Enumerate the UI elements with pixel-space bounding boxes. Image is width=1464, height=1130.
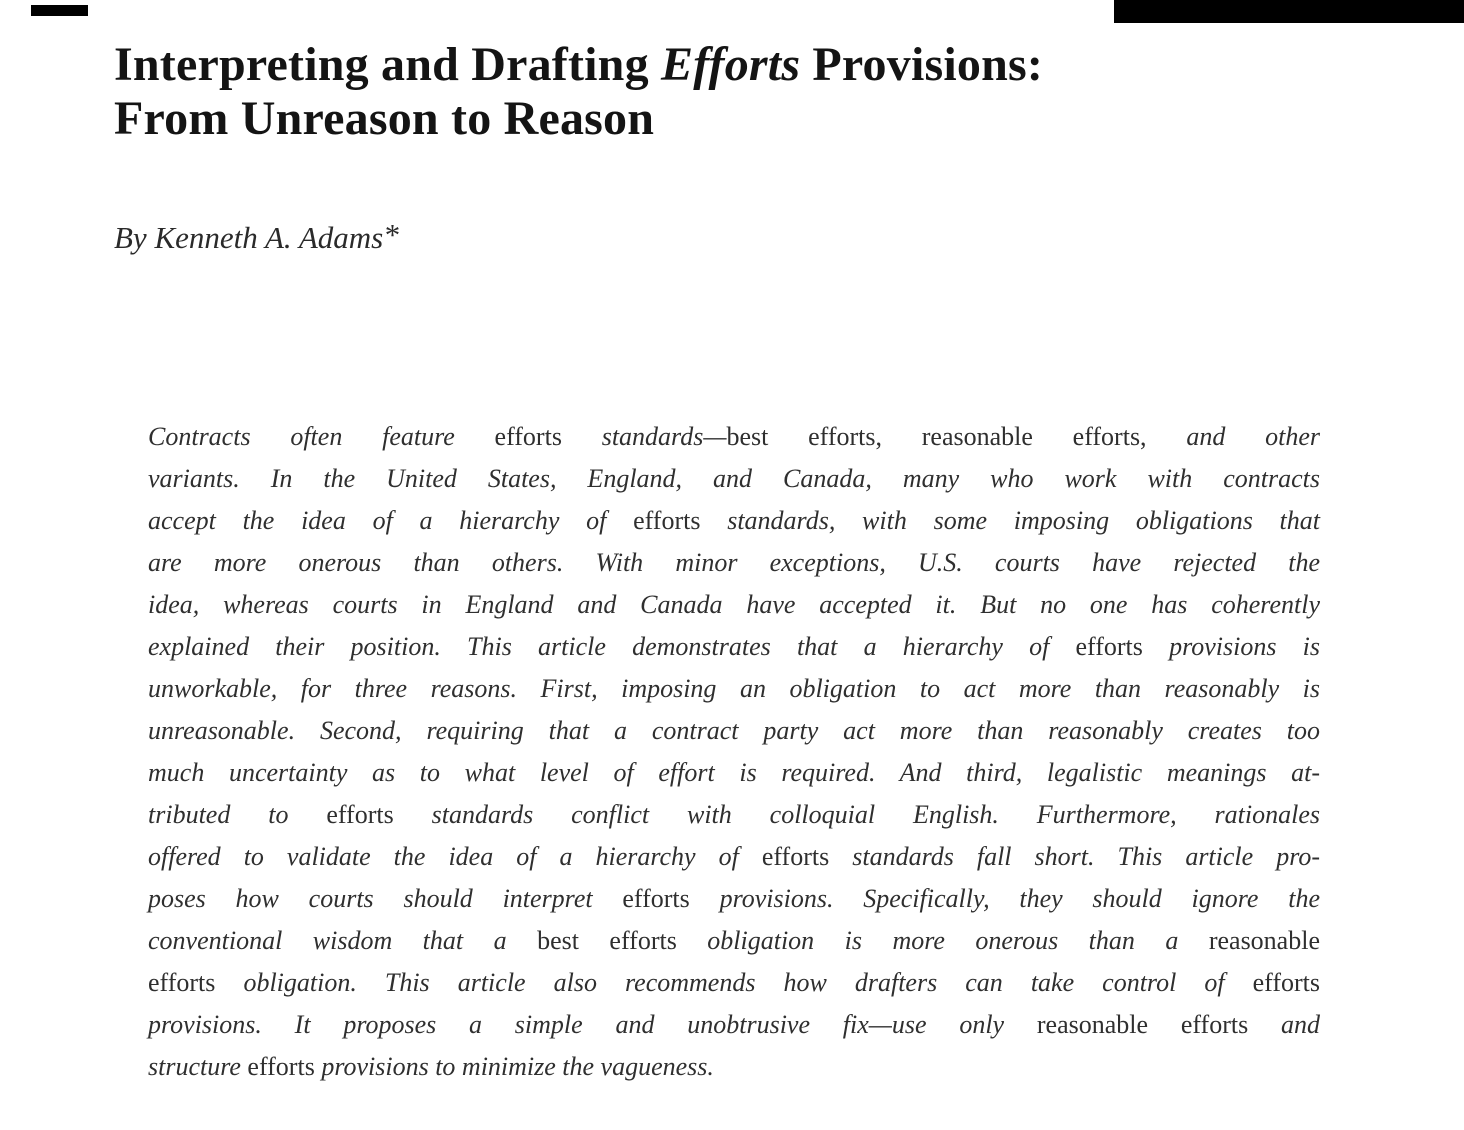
abstract-text-italic: much uncertainty as to what level of effort is required. And third, legalistic meanings at-: [148, 758, 1320, 787]
abstract-text-italic: provisions. It proposes a simple and unobtrusive fix—use only: [148, 1010, 1037, 1039]
abstract-text-italic: unreasonable. Second, requiring that a contract party act more than reasonably creates too: [148, 716, 1320, 745]
scan-artifact-top-right: [1114, 0, 1464, 23]
abstract-text-italic: are more onerous than others. With minor exceptions, U.S. courts have rejected the: [148, 548, 1320, 577]
author-byline: [114, 217, 399, 256]
abstract-text-italic: poses how courts should interpret: [148, 884, 623, 913]
abstract-term-roman: efforts: [1252, 968, 1321, 997]
abstract-line: [148, 836, 1320, 878]
abstract-text-italic: accept the idea of a hierarchy of: [148, 506, 634, 535]
abstract-line: [148, 584, 1320, 626]
abstract-term-roman: efforts: [1075, 632, 1170, 661]
abstract-text-italic: variants. In the United States, England, and Canada, many who work with contracts: [148, 464, 1320, 493]
abstract-line: [148, 626, 1320, 668]
abstract-line: [148, 1046, 1320, 1088]
abstract-term-roman: efforts: [494, 422, 602, 451]
abstract-text-italic: conventional wisdom that a: [148, 926, 538, 955]
abstract-term-roman: efforts: [622, 884, 720, 913]
abstract-line: [148, 542, 1320, 584]
abstract-text-italic: standards fall short. This article pro-: [852, 842, 1321, 871]
abstract-term-roman: efforts: [148, 968, 244, 997]
abstract-text-italic: and other: [1146, 422, 1320, 451]
title-line-2: From Unreason to Reason: [114, 92, 655, 145]
footnote-marker: *: [383, 217, 399, 252]
abstract-term-roman: efforts: [247, 1052, 322, 1081]
abstract-text-italic: standards—: [601, 422, 727, 451]
abstract-line: [148, 1004, 1320, 1046]
abstract-text-italic: idea, whereas courts in England and Canada have accepted it. But no one has coherently: [148, 590, 1320, 619]
scan-artifact-top-left: [31, 5, 88, 16]
abstract-line: [148, 710, 1320, 752]
abstract-term-roman: reasonable: [1208, 926, 1320, 955]
abstract-term-roman: efforts: [761, 842, 853, 871]
title-line-1-post: Provisions:: [800, 38, 1044, 91]
abstract-text-italic: provisions to minimize the vagueness.: [321, 1052, 714, 1081]
abstract-text-italic: unworkable, for three reasons. First, imposing an obligation to act more than reasonably is: [148, 674, 1320, 703]
abstract-term-roman: best efforts, reasonable efforts,: [726, 422, 1147, 451]
abstract-text-italic: structure: [148, 1052, 248, 1081]
abstract-text-italic: standards, with some imposing obligations that: [727, 506, 1321, 535]
abstract-line: [148, 794, 1320, 836]
author-name: By Kenneth A. Adams: [114, 220, 384, 255]
abstract-text-italic: provisions. Specifically, they should ignore the: [719, 884, 1321, 913]
abstract-term-roman: efforts: [326, 800, 432, 829]
abstract-line: [148, 920, 1320, 962]
abstract-line: [148, 416, 1320, 458]
abstract-line: [148, 668, 1320, 710]
title-line-1: [114, 38, 1043, 92]
abstract-text-italic: obligation. This article also recommends how drafters can take control of: [243, 968, 1253, 997]
abstract-text-italic: obligation is more onerous than a: [707, 926, 1209, 955]
abstract-line: [148, 962, 1320, 1004]
abstract-text-italic: tributed to: [148, 800, 327, 829]
abstract: [148, 416, 1320, 1088]
abstract-term-roman: best efforts: [537, 926, 708, 955]
abstract-text-italic: standards conflict with colloquial English. Furthermore, rationales: [431, 800, 1320, 829]
abstract-text-italic: Contracts often feature: [148, 422, 495, 451]
abstract-term-roman: efforts: [633, 506, 728, 535]
abstract-text-italic: and: [1281, 1010, 1320, 1039]
abstract-line: [148, 458, 1320, 500]
abstract-line: [148, 878, 1320, 920]
article-title: [114, 38, 1043, 146]
abstract-line: [148, 752, 1320, 794]
abstract-text-italic: offered to validate the idea of a hierarchy of: [148, 842, 762, 871]
abstract-line: [148, 500, 1320, 542]
abstract-text-italic: provisions is: [1169, 632, 1321, 661]
title-line-1-emphasis: Efforts: [660, 38, 801, 91]
title-line-1-pre: Interpreting and Drafting: [114, 38, 661, 91]
abstract-term-roman: reasonable efforts: [1036, 1010, 1281, 1039]
abstract-text-italic: explained their position. This article demonstrates that a hierarchy of: [148, 632, 1076, 661]
